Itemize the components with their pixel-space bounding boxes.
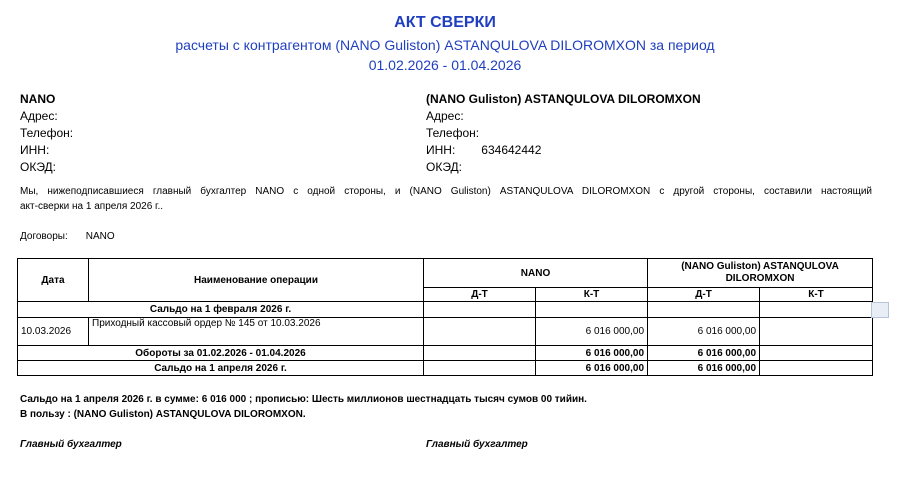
- opening-left-credit: [536, 302, 648, 318]
- closing-balance-row: [18, 361, 873, 376]
- col-operation-header: Наименование операции: [89, 259, 424, 302]
- contracts-value: NANO: [85, 231, 115, 242]
- intro-line-1: Мы, нижеподписавшиеся главный бухгалтер NANO с одной стороны, и (NANO Guliston) ASTANQULOVA DILOROMXON с другой стороны, составили настоящий: [20, 186, 872, 197]
- right-debit-header: Д-Т: [648, 288, 760, 302]
- turnover-left-credit: 6 016 000,00: [536, 346, 648, 361]
- turnover-label: Обороты за 01.02.2026 - 01.04.2026: [18, 346, 424, 361]
- left-party-phone: Телефон:: [20, 126, 74, 140]
- row-left-debit: [424, 318, 536, 346]
- closing-right-credit: [760, 361, 873, 376]
- signature-right: Главный бухгалтер: [426, 439, 528, 450]
- row-date: 10.03.2026: [18, 318, 89, 346]
- table-header-row: [18, 259, 873, 288]
- left-party-inn-label: ИНН:: [20, 143, 50, 157]
- left-debit-header: Д-Т: [424, 288, 536, 302]
- opening-left-debit: [424, 302, 536, 318]
- row-right-debit: 6 016 000,00: [648, 318, 760, 346]
- right-party-name: (NANO Guliston) ASTANQULOVA DILOROMXON: [426, 92, 701, 106]
- contracts: [20, 231, 115, 242]
- row-operation: Приходный кассовый ордер № 145 от 10.03.2026: [89, 318, 424, 346]
- closing-left-debit: [424, 361, 536, 376]
- closing-balance-label: Сальдо на 1 апреля 2026 г.: [18, 361, 424, 376]
- turnover-row: [18, 346, 873, 361]
- col-date-header: Дата: [18, 259, 89, 302]
- opening-balance-label: Сальдо на 1 февраля 2026 г.: [18, 302, 424, 318]
- row-right-credit: [760, 318, 873, 346]
- right-party-phone: Телефон:: [426, 126, 480, 140]
- right-party-inn-label: ИНН:: [426, 143, 456, 157]
- opening-right-debit: [648, 302, 760, 318]
- intro-line-2: акт-сверки на 1 апреля 2026 г..: [20, 201, 164, 212]
- right-party-address: Адрес:: [426, 109, 464, 123]
- document-subtitle: расчеты с контрагентом (NANO Guliston) ASTANQULOVA DILOROMXON за период: [175, 37, 715, 53]
- left-party-inn: [20, 142, 73, 159]
- right-credit-header: К-Т: [760, 288, 873, 302]
- opening-balance-row: [18, 302, 873, 318]
- closing-left-credit: 6 016 000,00: [536, 361, 648, 376]
- left-party-okved: ОКЭД:: [20, 160, 57, 174]
- turnover-left-debit: [424, 346, 536, 361]
- summary-balance: Сальдо на 1 апреля 2026 г. в сумме: 6 016 000 ; прописью: Шесть миллионов шестнадцать тысяч сумов 00 тийин.: [20, 394, 587, 405]
- left-party-block: [20, 91, 73, 176]
- signature-left: Главный бухгалтер: [20, 439, 122, 450]
- right-party-inn-value: 634642442: [481, 143, 542, 157]
- summary-in-favor: В пользу : (NANO Guliston) ASTANQULOVA DILOROMXON.: [20, 409, 306, 420]
- right-party-block: [426, 91, 701, 176]
- row-left-credit: 6 016 000,00: [536, 318, 648, 346]
- opening-right-credit: [760, 302, 873, 318]
- document-period: 01.02.2026 - 01.04.2026: [368, 57, 522, 73]
- document-title: АКТ СВЕРКИ: [394, 14, 496, 31]
- row-selection-handle[interactable]: [871, 302, 889, 318]
- closing-right-debit: 6 016 000,00: [648, 361, 760, 376]
- left-party-name: NANO: [20, 92, 56, 106]
- right-party-okved: ОКЭД:: [426, 160, 463, 174]
- left-credit-header: К-Т: [536, 288, 648, 302]
- reconciliation-table: [17, 258, 873, 376]
- turnover-right-debit: 6 016 000,00: [648, 346, 760, 361]
- right-party-inn: [426, 142, 701, 159]
- contracts-label: Договоры:: [20, 231, 68, 242]
- left-party-address: Адрес:: [20, 109, 58, 123]
- table-row: [18, 318, 873, 346]
- col-group-right-header: (NANO Guliston) ASTANQULOVA DILOROMXON: [648, 259, 873, 288]
- turnover-right-credit: [760, 346, 873, 361]
- col-group-left-header: NANO: [424, 259, 648, 288]
